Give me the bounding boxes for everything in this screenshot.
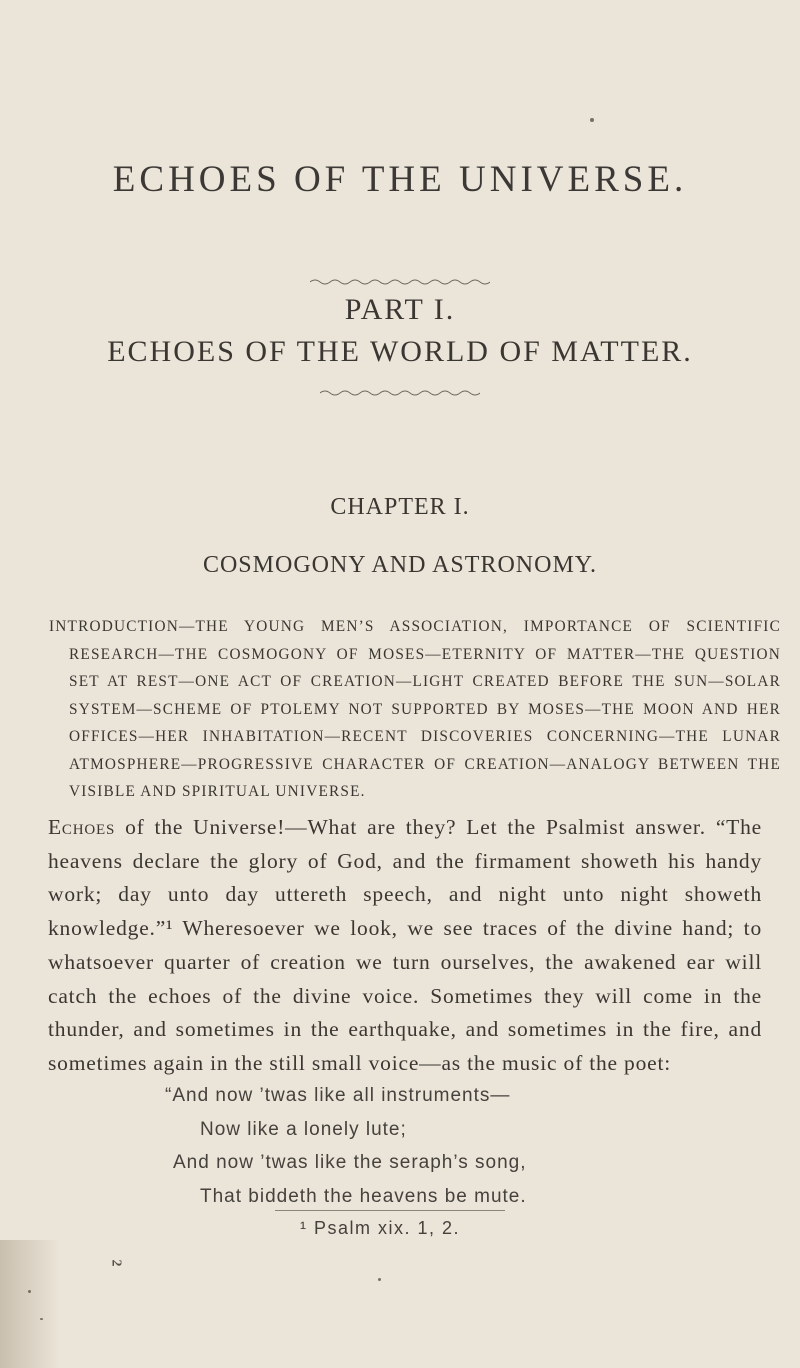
poem-line: “And now ’twas like all instruments— (165, 1085, 511, 1106)
paper-speck (590, 118, 594, 122)
poem-line: That biddeth the heavens be mute. (200, 1185, 527, 1207)
footnote: ¹ Psalm xix. 1, 2. (300, 1218, 461, 1238)
signature-mark: 2 (108, 1259, 124, 1267)
body-lead-word: Echoes (48, 815, 116, 839)
poem-line: Now like a lonely lute; (200, 1118, 407, 1140)
footnote-rule (275, 1210, 505, 1211)
chapter-subtitle: COSMOGONY AND ASTRONOMY. (202, 552, 598, 578)
paper-speck (28, 1290, 31, 1293)
paper-speck (40, 1318, 43, 1320)
poem-line: And now ’twas like the seraph’s song, (173, 1152, 527, 1173)
poem-quote (165, 1079, 685, 1213)
book-title: ECHOES OF THE UNIVERSE. (112, 159, 688, 200)
body-paragraph-text: of the Universe!—What are they? Let the Psalmist answer. “The heavens declare the glory of God, and the firmament showeth his handy work; day unto day uttereth speech, and night unto night showeth knowledge.”¹ Wheresoever we look, we see traces of the divine hand; to whatsoever quarter of creation we turn ourselves, the awakened ear will catch the echoes of the divine voice. Sometimes they will come in the thunder, and sometimes in the earthquake, and sometimes in the fire, and sometimes again in the still small voice—as the music of the poet: (48, 815, 762, 1075)
chapter-synopsis: INTRODUCTION—THE YOUNG MEN’S ASSOCIATION, IMPORTANCE OF SCIENTIFIC RESEARCH—THE COSMOGONY OF MOSES—ETERNITY OF MATTER—THE QUESTION SET AT REST—ONE ACT OF CREATION—LIGHT CREATED BEFORE THE SUN—SOLAR SYSTEM—SCHEME OF PTOLEMY NOT SUPPORTED BY MOSES—THE MOON AND HER OFFICES—HER INHABITATION—RECENT DISCOVERIES CONCERNING—THE LUNAR ATMOSPHERE—PROGRESSIVE CHARACTER OF CREATION—ANALOGY BETWEEN THE VISIBLE AND SPIRITUAL UNIVERSE. (49, 618, 781, 800)
part-subtitle: ECHOES OF THE WORLD OF MATTER. (107, 335, 693, 368)
wavy-divider-bottom (320, 389, 480, 397)
chapter-heading: CHAPTER I. (330, 494, 470, 520)
wavy-divider-top (310, 278, 490, 286)
paper-speck (378, 1278, 381, 1281)
part-heading: PART I. (344, 293, 456, 326)
body-paragraph (48, 811, 762, 1081)
page-shadow (0, 1240, 60, 1368)
